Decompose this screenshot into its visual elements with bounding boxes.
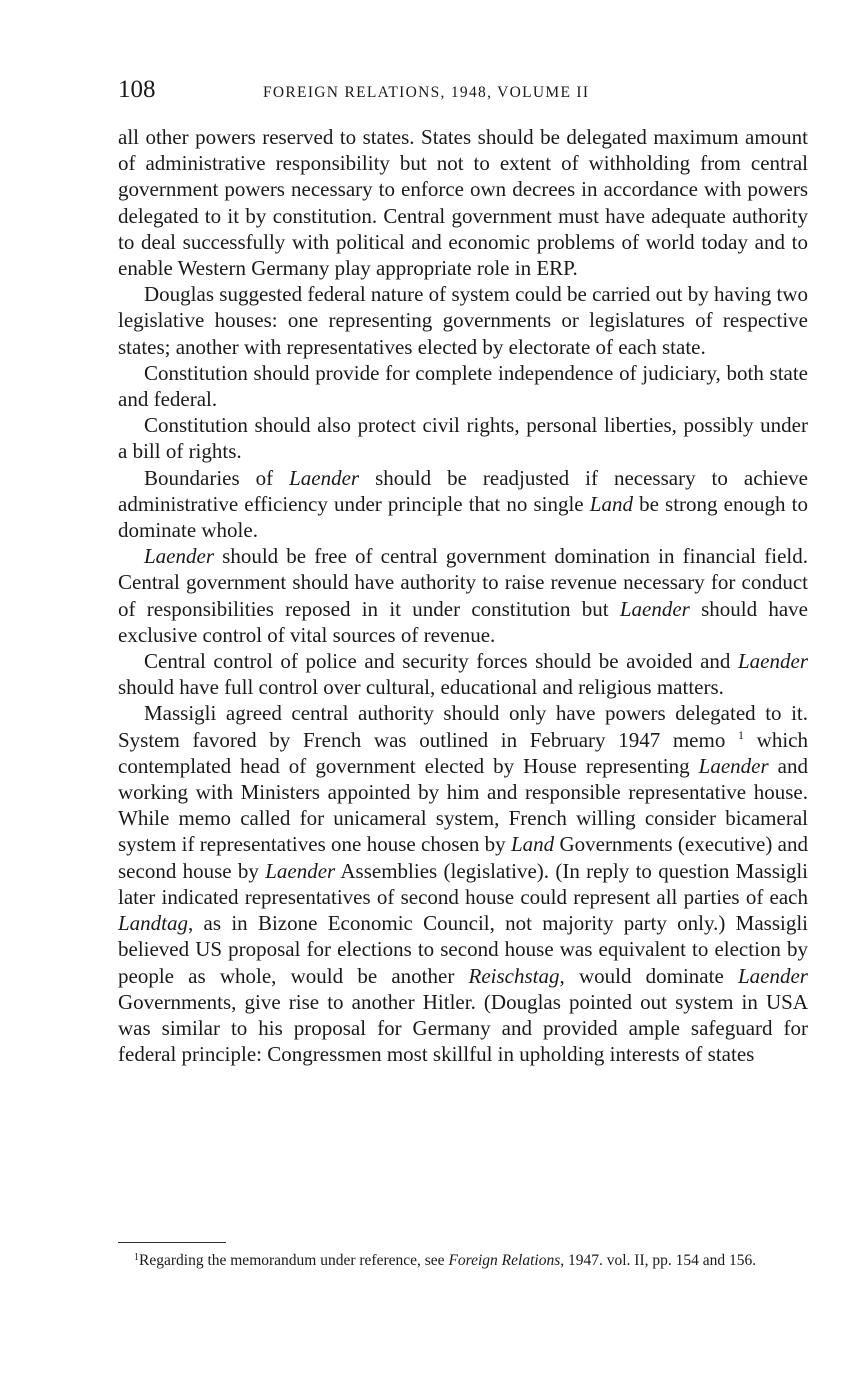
text-run: , as in Bizone Economic Council, not majority party only.) Massigli believed US proposal for elections to second house was equivalent to election by people as whole, would be another xyxy=(118,911,808,988)
text-run: Regarding the memorandum under reference, see xyxy=(139,1252,449,1269)
text-run: and working with Ministers appointed by him and responsible representative house. While memo called for unicameral system, French willing consider bicameral system if representatives one house chosen by xyxy=(118,753,808,857)
text-run: should be free of central government domination in financial field. Central government should have authority to raise revenue necessary for conduct of responsibilities reposed in it under constitution but xyxy=(118,544,808,621)
text-run: Governments (executive) and second house by xyxy=(118,832,808,883)
footnote-divider xyxy=(118,1242,226,1243)
italic-term: Land xyxy=(589,491,633,516)
text-run: , would dominate xyxy=(559,963,738,988)
text-run: Assemblies (legislative). (In reply to question Massigli later indicated representatives of second house could represent all parties of each xyxy=(118,858,809,909)
italic-term: Laender xyxy=(738,649,808,674)
footnote-text xyxy=(118,1251,808,1271)
paragraph-3: Constitution should provide for complete independence of judiciary, both state and federal. xyxy=(118,360,808,412)
italic-term: Landtag xyxy=(118,911,189,936)
italic-term: Land xyxy=(510,832,555,857)
text-run: be strong enough to dominate whole. xyxy=(118,491,808,543)
text-run: , 1947. vol. II, pp. 154 and 156. xyxy=(560,1252,757,1269)
footnote-marker: 1 xyxy=(134,1252,139,1263)
italic-title: Foreign Relations xyxy=(448,1252,561,1269)
text-run: Boundaries of xyxy=(144,465,290,490)
paragraph-4: Constitution should also protect civil rights, personal liberties, possibly under a bill of rights. xyxy=(118,413,808,464)
italic-term: Laender xyxy=(265,858,336,883)
paragraph-5 xyxy=(118,465,808,544)
italic-term: Laender xyxy=(737,963,808,988)
italic-term: Laender xyxy=(619,596,690,621)
paragraph-6 xyxy=(118,543,808,648)
page-number: 108 xyxy=(118,76,156,103)
italic-term: Reischstag xyxy=(468,963,560,988)
footnote-reference[interactable]: 1 xyxy=(738,727,745,742)
paragraph-2: Douglas suggested federal nature of system could be carried out by having two legislative houses: one representing governments or legislatures of respective states; another with representatives elected by electorate of each state. xyxy=(118,282,808,359)
text-run: Governments, give rise to another Hitler. (Douglas pointed out system in USA was similar to his proposal for Germany and provided ample safeguard for federal principle: Congressmen most skillful in upholding interests of states xyxy=(118,989,808,1067)
text-run: should have exclusive control of vital sources of revenue. xyxy=(118,596,808,647)
italic-term: Laender xyxy=(144,544,214,569)
paragraph-8 xyxy=(118,700,808,1067)
text-run: should be readjusted if necessary to achieve administrative efficiency under principle that no single xyxy=(118,465,808,516)
body-text xyxy=(118,124,808,1067)
text-run: should have full control over cultural, educational and religious matters. xyxy=(118,675,724,700)
running-head: FOREIGN RELATIONS, 1948, VOLUME II xyxy=(263,84,590,101)
footnote xyxy=(118,1251,808,1271)
paragraph-1: all other powers reserved to states. States should be delegated maximum amount of administrative responsibility but not to extent of withholding from central government powers necessary to enforce own decrees in accordance with powers delegated to it by constitution. Central government must have adequate authority to deal successfully with political and economic problems of world today and to enable Western Germany play appropriate role in ERP. xyxy=(118,125,808,281)
page-header xyxy=(118,76,808,110)
text-run: which contemplated head of government elected by House representing xyxy=(118,727,808,778)
paragraph-7 xyxy=(118,648,808,700)
italic-term: Laender xyxy=(289,465,360,490)
italic-term: Laender xyxy=(698,753,769,778)
text-run: Massigli agreed central authority should only have powers delegated to it. System favored by French was outlined in February 1947 memo xyxy=(118,701,808,752)
text-run: Central control of police and security forces should be avoided and xyxy=(144,649,738,674)
